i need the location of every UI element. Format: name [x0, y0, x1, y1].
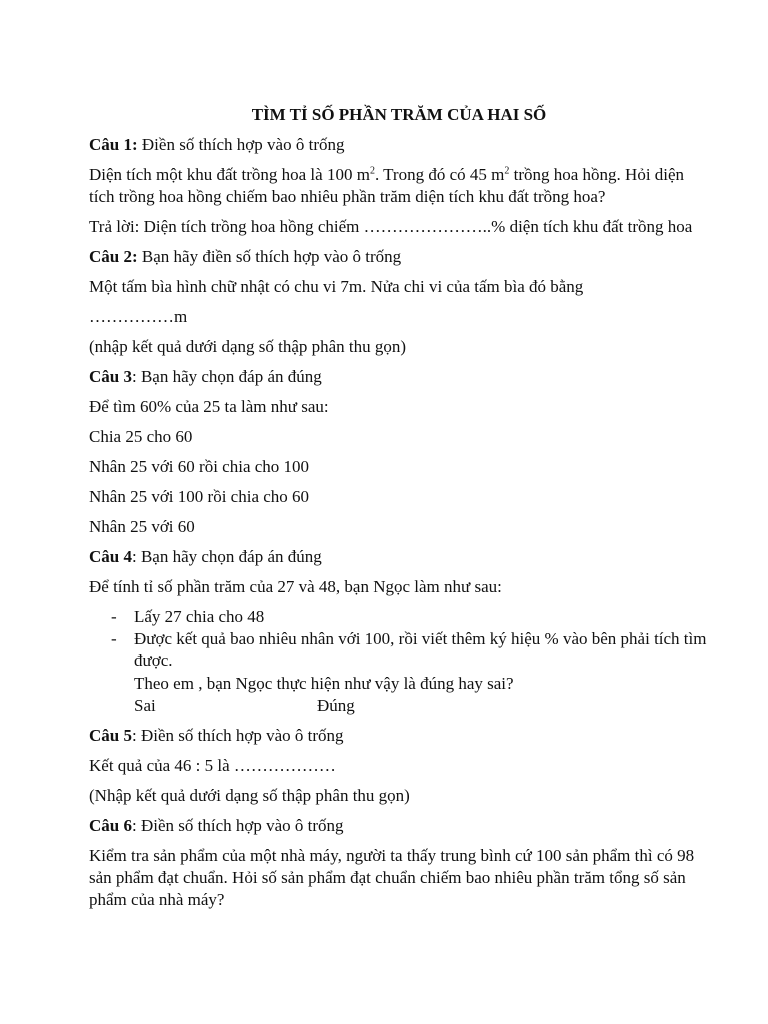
question-3-option: Nhân 25 với 60 rồi chia cho 100 — [89, 457, 310, 476]
question-2-note: (nhập kết quả dưới dạng số thập phân thu gọn) — [89, 337, 407, 356]
question-5-note: (Nhập kết quả dưới dạng số thập phân thu gọn) — [89, 786, 410, 805]
question-6-prompt: : Điền số thích hợp vào ô trống — [131, 816, 344, 835]
question-4-label: Câu 4 — [89, 547, 132, 566]
question-4-heading — [89, 546, 709, 568]
question-2-label: Câu 2: — [89, 247, 138, 266]
list-item: - Được kết quả bao nhiêu nhân với 100, rồi viết thêm ký hiệu % vào bên phải tích tìm được. — [89, 628, 709, 672]
document-body — [89, 104, 709, 919]
superscript: 2 — [369, 165, 375, 177]
question-6-text: Kiểm tra sản phẩm của một nhà máy, người ta thấy trung bình cứ 100 sản phẩm thì có 98 sản phẩm đạt chuẩn. Hỏi số sản phẩm đạt chuẩn chiếm bao nhiêu phần trăm tổng số sản phẩm của nhà máy? — [89, 846, 695, 909]
question-1-heading — [89, 134, 709, 156]
list-item: - Lấy 27 chia cho 48 — [89, 606, 709, 628]
question-1-text-part: trồng hoa hồng. Hỏi diện tích trồng hoa hồng chiếm bao nhiêu phần trăm diện tích khu đất trồng hoa? — [89, 165, 685, 206]
question-5-prompt: : Điền số thích hợp vào ô trống — [131, 726, 344, 745]
question-2-prompt: Bạn hãy điền số thích hợp vào ô trống — [137, 247, 402, 266]
question-4-choices — [89, 695, 709, 717]
question-3-label: Câu 3 — [89, 367, 132, 386]
choice-sai[interactable]: Sai — [134, 696, 156, 715]
question-6-heading — [89, 815, 709, 837]
question-4-prompt: : Bạn hãy chọn đáp án đúng — [131, 547, 322, 566]
question-3-option: Nhân 25 với 60 — [89, 517, 195, 536]
question-1-prompt: Điền số thích hợp vào ô trống — [137, 135, 345, 154]
question-5-heading — [89, 725, 709, 747]
question-4-steps — [89, 606, 709, 672]
question-6-label: Câu 6 — [89, 816, 132, 835]
question-2-text: Một tấm bìa hình chữ nhật có chu vi 7m. Nửa chi vi của tấm bìa đó bằng — [89, 277, 584, 296]
question-2-heading — [89, 246, 709, 268]
question-4-text: Để tính tỉ số phần trăm của 27 và 48, bạn Ngọc làm như sau: — [89, 577, 502, 596]
question-1-text — [89, 164, 709, 208]
page-title: TÌM TỈ SỐ PHẦN TRĂM CỦA HAI SỐ — [251, 105, 547, 124]
question-5-label: Câu 5 — [89, 726, 132, 745]
question-3-option: Chia 25 cho 60 — [89, 427, 193, 446]
question-3-option: Nhân 25 với 100 rồi chia cho 60 — [89, 487, 310, 506]
question-1-answer-line: Trả lời: Diện tích trồng hoa hồng chiếm …………………..% diện tích khu đất trồng hoa — [89, 217, 693, 236]
question-1-text-part: Diện tích một khu đất trồng hoa là 100 m — [89, 165, 370, 184]
question-5-text: Kết quả của 46 : 5 là ……………… — [89, 756, 336, 775]
question-3-prompt: : Bạn hãy chọn đáp án đúng — [131, 367, 322, 386]
choice-dung[interactable]: Đúng — [317, 696, 355, 715]
question-1-label: Câu 1: — [89, 135, 138, 154]
question-3-text: Để tìm 60% của 25 ta làm như sau: — [89, 397, 329, 416]
question-1-text-part: . Trong đó có 45 m — [374, 165, 505, 184]
question-2-blank: ……………m — [89, 307, 188, 326]
question-3-heading — [89, 366, 709, 388]
superscript: 2 — [504, 165, 510, 177]
question-4-question: Theo em , bạn Ngọc thực hiện như vậy là đúng hay sai? — [134, 674, 514, 693]
